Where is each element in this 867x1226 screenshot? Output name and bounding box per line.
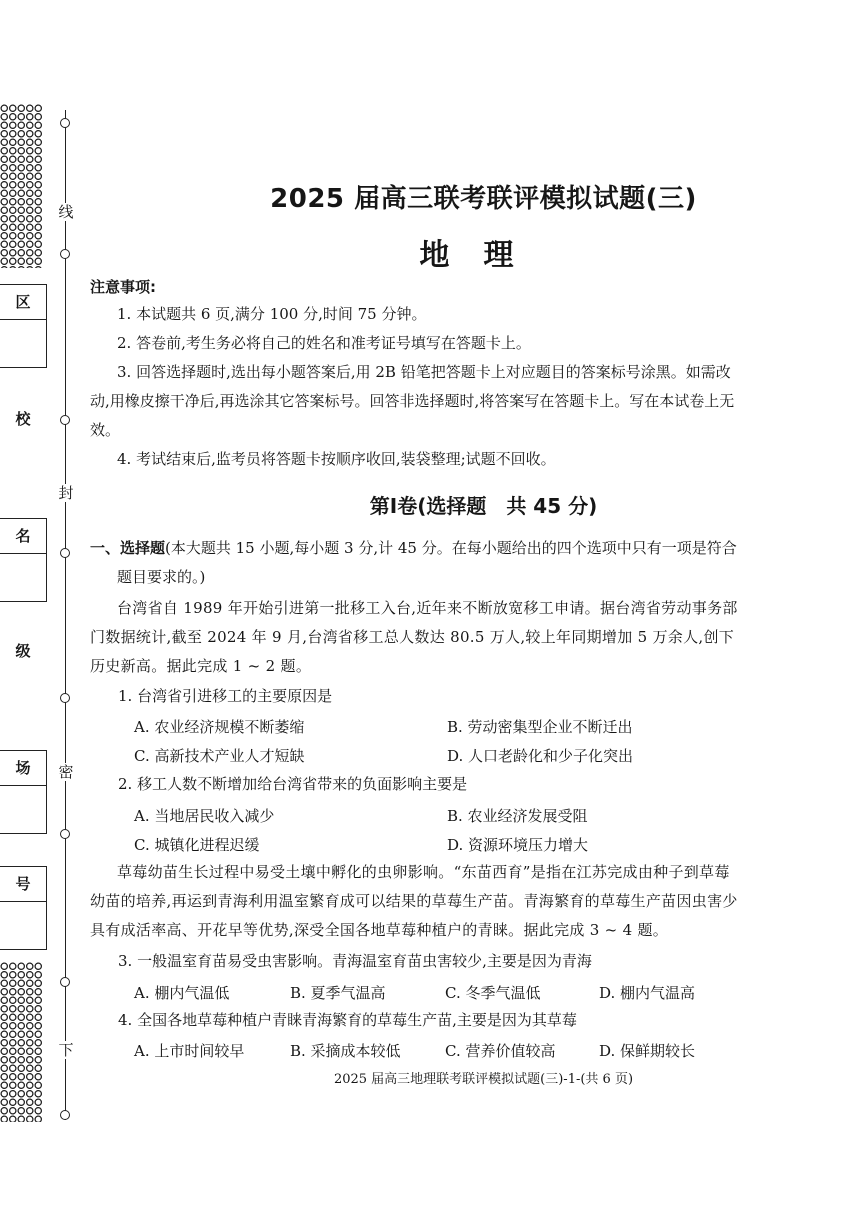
- section-instruction: [90, 534, 742, 592]
- notice-list: [90, 300, 742, 474]
- field-exam-room[interactable]: [0, 750, 47, 834]
- field-school[interactable]: [0, 402, 46, 484]
- notice-heading: 注意事项:: [90, 278, 156, 296]
- q1-option-a[interactable]: A. 农业经济规模不断萎缩: [134, 718, 305, 736]
- field-class[interactable]: [0, 634, 46, 716]
- notice-item: 4. 考试结束后,监考员将答题卡按顺序收回,装袋整理;试题不回收。: [117, 450, 556, 468]
- field-name[interactable]: [0, 518, 47, 602]
- q3-option-d[interactable]: D. 棚内气温高: [599, 984, 696, 1002]
- binding-line: [65, 110, 66, 1120]
- field-district[interactable]: [0, 284, 47, 368]
- binding-ring: [60, 548, 70, 558]
- question-4-stem: 4. 全国各地草莓种植户青睐青海繁育的草莓生产苗,主要是因为其草莓: [118, 1011, 577, 1029]
- q2-option-d[interactable]: D. 资源环境压力增大: [447, 836, 589, 854]
- q3-option-b[interactable]: B. 夏季气温高: [290, 984, 386, 1002]
- q4-option-d[interactable]: D. 保鲜期较长: [599, 1042, 696, 1060]
- section-instruction-text: (本大题共 15 小题,每小题 3 分,计 45 分。在每小题给出的四个选项中只有一项是符合题目要求的。): [117, 539, 737, 586]
- field-seat-number-label: 号: [0, 867, 46, 902]
- section-instruction-lead: 一、选择题: [90, 539, 166, 557]
- question-3-stem: 3. 一般温室育苗易受虫害影响。青海温室育苗虫害较少,主要是因为青海: [118, 952, 592, 970]
- binding-char-down: 下: [58, 1041, 74, 1059]
- exam-title: 2025 届高三联考联评模拟试题(三): [270, 184, 697, 214]
- binding-ring: [60, 829, 70, 839]
- binding-ring: [60, 1110, 70, 1120]
- subject-title: 地理: [419, 238, 548, 273]
- notice-item: 3. 回答选择题时,选出每小题答案后,用 2B 铅笔把答题卡上对应题目的答案标号涂黑。如需改动,用橡皮擦干净后,再选涂其它答案标号。回答非选择题时,将答案写在答题卡上。写在本试卷上无效。: [90, 363, 735, 439]
- q1-option-b[interactable]: B. 劳动密集型企业不断迁出: [447, 718, 633, 736]
- q1-option-d[interactable]: D. 人口老龄化和少子化突出: [447, 747, 634, 765]
- q4-option-c[interactable]: C. 营养价值较高: [445, 1042, 556, 1060]
- q1-option-c[interactable]: C. 高新技术产业人才短缺: [134, 747, 305, 765]
- passage-2: [90, 858, 742, 945]
- passage-1: [90, 594, 742, 681]
- binding-char-line: 线: [58, 203, 74, 221]
- binding-ring: [60, 249, 70, 259]
- binding-char-secret: 密: [58, 763, 74, 781]
- section-title: 第Ⅰ卷(选择题 共 45 分): [369, 494, 598, 518]
- q3-option-a[interactable]: A. 棚内气温低: [134, 984, 230, 1002]
- q2-option-a[interactable]: A. 当地居民收入减少: [134, 807, 275, 825]
- field-exam-room-label: 场: [0, 751, 46, 786]
- binding-ring: [60, 415, 70, 425]
- binding-ring: [60, 977, 70, 987]
- passage-2-text: 草莓幼苗生长过程中易受土壤中孵化的虫卵影响。“东苗西育”是指在江苏完成由种子到草莓幼苗的培养,再运到青海利用温室繁育成可以结果的草莓生产苗。青海繁育的草莓生产苗因虫害少具有成活率高、开花早等优势,深受全国各地草莓种植户的青睐。据此完成 3 ~ 4 题。: [90, 863, 738, 939]
- field-class-label: 级: [15, 642, 31, 660]
- binding-dot-pattern-bottom: [0, 962, 42, 1122]
- q2-option-b[interactable]: B. 农业经济发展受阻: [447, 807, 588, 825]
- field-name-label: 名: [0, 519, 46, 554]
- binding-char-seal: 封: [58, 484, 74, 502]
- binding-ring: [60, 693, 70, 703]
- q4-option-b[interactable]: B. 采摘成本较低: [290, 1042, 401, 1060]
- q4-option-a[interactable]: A. 上市时间较早: [134, 1042, 245, 1060]
- page-footer: 2025 届高三地理联考联评模拟试题(三)-1-(共 6 页): [333, 1072, 634, 1087]
- question-2-stem: 2. 移工人数不断增加给台湾省带来的负面影响主要是: [118, 775, 468, 793]
- notice-item: 2. 答卷前,考生务必将自己的姓名和准考证号填写在答题卡上。: [117, 334, 531, 352]
- passage-1-text: 台湾省自 1989 年开始引进第一批移工入台,近年来不断放宽移工申请。据台湾省劳动事务部门数据统计,截至 2024 年 9 月,台湾省移工总人数达 80.5 万人,较上年同期增加 5 万余人,创下历史新高。据此完成 1 ~ 2 题。: [90, 599, 738, 675]
- binding-dot-pattern-top: [0, 104, 42, 268]
- notice-item: 1. 本试题共 6 页,满分 100 分,时间 75 分钟。: [117, 305, 427, 323]
- question-1-stem: 1. 台湾省引进移工的主要原因是: [118, 687, 333, 705]
- q3-option-c[interactable]: C. 冬季气温低: [445, 984, 541, 1002]
- binding-ring: [60, 118, 70, 128]
- q2-option-c[interactable]: C. 城镇化进程迟缓: [134, 836, 260, 854]
- field-school-label: 校: [15, 410, 31, 428]
- field-district-label: 区: [0, 285, 46, 320]
- field-seat-number[interactable]: [0, 866, 47, 950]
